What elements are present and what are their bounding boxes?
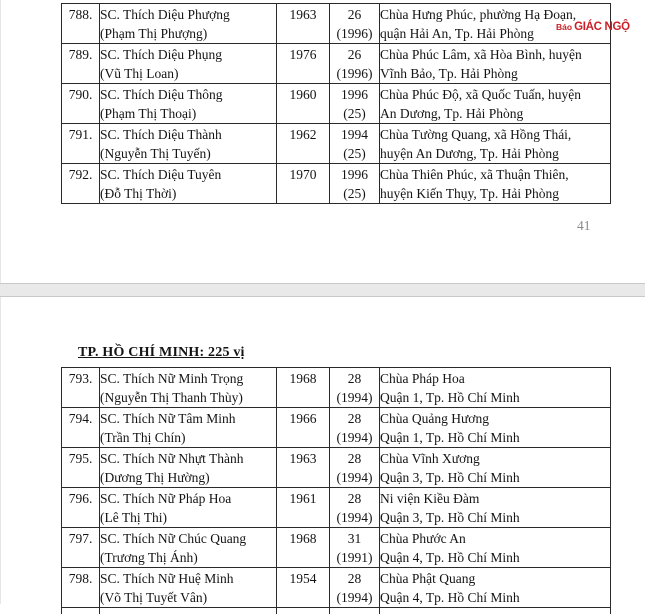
cell-ordinal — [62, 44, 100, 84]
address-line1: Chùa Pháp Hoa — [380, 371, 465, 386]
directory-table-page-41 — [61, 3, 611, 204]
address-line1: Chùa Hưng Phúc, phường Hạ Đoạn, — [380, 7, 577, 22]
table-row — [62, 84, 611, 124]
lay-name: (Đỗ Thị Thời) — [100, 186, 177, 201]
birth-year: 1960 — [289, 87, 317, 102]
address-line2: Quận 1, Tp. Hồ Chí Minh — [380, 390, 520, 405]
cell-address — [380, 408, 611, 448]
cell-ordinal — [62, 408, 100, 448]
address-line2: Quận 3, Tp. Hồ Chí Minh — [380, 470, 520, 485]
cell-birth-year — [277, 408, 330, 448]
cell-ordinal — [62, 368, 100, 408]
address-line2: huyện An Dương, Tp. Hải Phòng — [380, 146, 559, 161]
monastic-name: SC. Thích Diệu Thông — [100, 87, 223, 102]
cell-ordination — [330, 608, 380, 614]
cell-ordination — [330, 488, 380, 528]
table-row — [62, 164, 611, 204]
address-line2: huyện Kiến Thụy, Tp. Hải Phòng — [380, 186, 559, 201]
table-row — [62, 408, 611, 448]
birth-year: 1963 — [289, 451, 317, 466]
cell-name — [100, 608, 277, 614]
table-row — [62, 568, 611, 608]
cell-birth-year — [277, 448, 330, 488]
lay-name: (Vũ Thị Loan) — [100, 66, 179, 81]
ordination-line1: 1996 — [341, 87, 368, 102]
watermark-title: GIÁC NGỘ — [574, 21, 630, 33]
birth-year: 1963 — [289, 7, 317, 22]
ordination-line2: (1991) — [336, 550, 373, 565]
address-line2: An Dương, Tp. Hải Phòng — [380, 106, 524, 121]
lay-name: (Trương Thị Ánh) — [100, 550, 198, 565]
monastic-name: SC. Thích Nữ Chúc Quang — [100, 531, 247, 546]
cell-ordinal — [62, 488, 100, 528]
ordination-line1: 26 — [347, 7, 362, 22]
cell-name — [100, 408, 277, 448]
lay-name: (Phạm Thị Phượng) — [100, 26, 208, 41]
address-line1: Chùa Vĩnh Xương — [380, 451, 480, 466]
address-line2: Quận 3, Tp. Hồ Chí Minh — [380, 510, 520, 525]
cell-ordinal — [62, 528, 100, 568]
cell-name — [100, 368, 277, 408]
table-row-clipped — [62, 608, 611, 614]
ordination-line2: (25) — [343, 106, 366, 121]
lay-name: (Trần Thị Chín) — [100, 430, 186, 445]
ordinal: 797. — [68, 531, 93, 546]
page-separator — [0, 283, 645, 297]
ordinal: 791. — [68, 127, 93, 142]
directory-table-page-42 — [61, 367, 611, 614]
cell-ordination — [330, 368, 380, 408]
table-row — [62, 368, 611, 408]
table-row — [62, 528, 611, 568]
address-line1: Chùa Tường Quang, xã Hồng Thái, — [380, 127, 572, 142]
ordinal: 793. — [68, 371, 93, 386]
cell-ordinal — [62, 448, 100, 488]
cell-ordination — [330, 84, 380, 124]
address-line2: Quận 4, Tp. Hồ Chí Minh — [380, 550, 520, 565]
cell-address — [380, 124, 611, 164]
cell-ordinal — [62, 568, 100, 608]
ordination-line2: (1994) — [336, 510, 373, 525]
cell-ordinal — [62, 124, 100, 164]
birth-year: 1968 — [289, 531, 317, 546]
ordinal: 794. — [68, 411, 93, 426]
cell-birth-year — [277, 488, 330, 528]
cell-ordinal — [62, 4, 100, 44]
monastic-name: SC. Thích Nữ Nhựt Thành — [100, 451, 244, 466]
cell-name — [100, 124, 277, 164]
cell-ordination — [330, 448, 380, 488]
cell-name — [100, 44, 277, 84]
ordination-line2: (1994) — [336, 390, 373, 405]
ordinal: 788. — [68, 7, 93, 22]
monastic-name: SC. Thích Nữ Huệ Minh — [100, 571, 234, 586]
ordination-line1: 28 — [347, 451, 362, 466]
cell-birth-year — [277, 368, 330, 408]
ordination-line2: (25) — [343, 146, 366, 161]
lay-name: (Phạm Thị Thoại) — [100, 106, 197, 121]
cell-name — [100, 528, 277, 568]
cell-birth-year — [277, 4, 330, 44]
lay-name: (Nguyễn Thị Thanh Thùy) — [100, 390, 243, 405]
cell-name — [100, 164, 277, 204]
ordination-line1: 28 — [347, 371, 362, 386]
address-line1: Ni viện Kiều Đàm — [380, 491, 480, 506]
cell-ordination — [330, 164, 380, 204]
ordination-line2: (1994) — [336, 470, 373, 485]
lay-name: (Dương Thị Hường) — [100, 470, 210, 485]
birth-year: 1962 — [289, 127, 317, 142]
table-row — [62, 44, 611, 84]
address-line1: Chùa Phước An — [380, 531, 466, 546]
cell-name — [100, 84, 277, 124]
address-line1: Chùa Quảng Hương — [380, 411, 489, 426]
cell-name — [100, 488, 277, 528]
cell-ordinal — [62, 84, 100, 124]
table-row — [62, 124, 611, 164]
cell-birth-year — [277, 164, 330, 204]
ordinal: 790. — [68, 87, 93, 102]
cell-name — [100, 448, 277, 488]
ordinal: 795. — [68, 451, 93, 466]
address-line2: quận Hải An, Tp. Hải Phòng — [380, 26, 534, 41]
cell-address — [380, 528, 611, 568]
birth-year: 1976 — [289, 47, 317, 62]
ordination-line1: 28 — [347, 411, 362, 426]
monastic-name: SC. Thích Diệu Phượng — [100, 7, 230, 22]
giac-ngo-watermark — [556, 21, 630, 33]
birth-year: 1968 — [289, 371, 317, 386]
birth-year: 1961 — [289, 491, 317, 506]
birth-year: 1970 — [289, 167, 317, 182]
cell-ordination — [330, 124, 380, 164]
ordination-line1: 28 — [347, 491, 362, 506]
ordinal: 796. — [68, 491, 93, 506]
ordination-line2: (25) — [343, 186, 366, 201]
ordination-line2: (1996) — [336, 26, 373, 41]
address-line1: Chùa Phúc Lâm, xã Hòa Bình, huyện — [380, 47, 582, 62]
monastic-name: SC. Thích Nữ Minh Trọng — [100, 371, 244, 386]
address-line2: Quận 4, Tp. Hồ Chí Minh — [380, 590, 520, 605]
section-heading: TP. HỒ CHÍ MINH: 225 vị — [78, 345, 245, 360]
cell-birth-year — [277, 84, 330, 124]
watermark-prefix: Báo — [556, 22, 573, 32]
page-left-edge — [0, 0, 1, 604]
lay-name: (Nguyễn Thị Tuyến) — [100, 146, 211, 161]
birth-year: 1954 — [289, 571, 317, 586]
cell-address — [380, 488, 611, 528]
cell-address — [380, 608, 611, 614]
cell-birth-year — [277, 124, 330, 164]
ordination-line1: 1996 — [341, 167, 368, 182]
cell-address — [380, 164, 611, 204]
ordinal: 798. — [68, 571, 93, 586]
monastic-name: SC. Thích Diệu Thành — [100, 127, 222, 142]
cell-birth-year — [277, 44, 330, 84]
table-row — [62, 448, 611, 488]
birth-year: 1966 — [289, 411, 317, 426]
ordination-line2: (1996) — [336, 66, 373, 81]
ordination-line1: 1994 — [341, 127, 368, 142]
cell-birth-year — [277, 568, 330, 608]
cell-name — [100, 4, 277, 44]
ordinal: 789. — [68, 47, 93, 62]
address-line2: Vĩnh Bảo, Tp. Hải Phòng — [380, 66, 518, 81]
monastic-name: SC. Thích Diệu Tuyên — [100, 167, 222, 182]
monastic-name: SC. Thích Nữ Tâm Minh — [100, 411, 236, 426]
cell-ordination — [330, 44, 380, 84]
table-row — [62, 4, 611, 44]
cell-ordinal — [62, 164, 100, 204]
address-line1: Chùa Phật Quang — [380, 571, 476, 586]
ordination-line2: (1994) — [336, 430, 373, 445]
cell-birth-year — [277, 528, 330, 568]
cell-address — [380, 448, 611, 488]
address-line1: Chùa Phúc Độ, xã Quốc Tuấn, huyện — [380, 87, 581, 102]
cell-ordination — [330, 4, 380, 44]
cell-address — [380, 368, 611, 408]
ordination-line1: 26 — [347, 47, 362, 62]
cell-address — [380, 84, 611, 124]
monastic-name: SC. Thích Nữ Pháp Hoa — [100, 491, 232, 506]
cell-ordinal — [62, 608, 100, 614]
lay-name: (Lê Thị Thi) — [100, 510, 167, 525]
table-row — [62, 488, 611, 528]
cell-address — [380, 44, 611, 84]
cell-ordination — [330, 408, 380, 448]
address-line2: Quận 1, Tp. Hồ Chí Minh — [380, 430, 520, 445]
lay-name: (Võ Thị Tuyết Vân) — [100, 590, 208, 605]
ordination-line1: 31 — [347, 531, 362, 546]
ordination-line1: 28 — [347, 571, 362, 586]
ordination-line2: (1994) — [336, 590, 373, 605]
cell-ordination — [330, 568, 380, 608]
cell-birth-year — [277, 608, 330, 614]
monastic-name: SC. Thích Diệu Phụng — [100, 47, 223, 62]
cell-address — [380, 568, 611, 608]
page-number: 41 — [577, 218, 591, 233]
ordinal: 792. — [68, 167, 93, 182]
cell-ordination — [330, 528, 380, 568]
cell-name — [100, 568, 277, 608]
address-line1: Chùa Thiên Phúc, xã Thuận Thiên, — [380, 167, 569, 182]
